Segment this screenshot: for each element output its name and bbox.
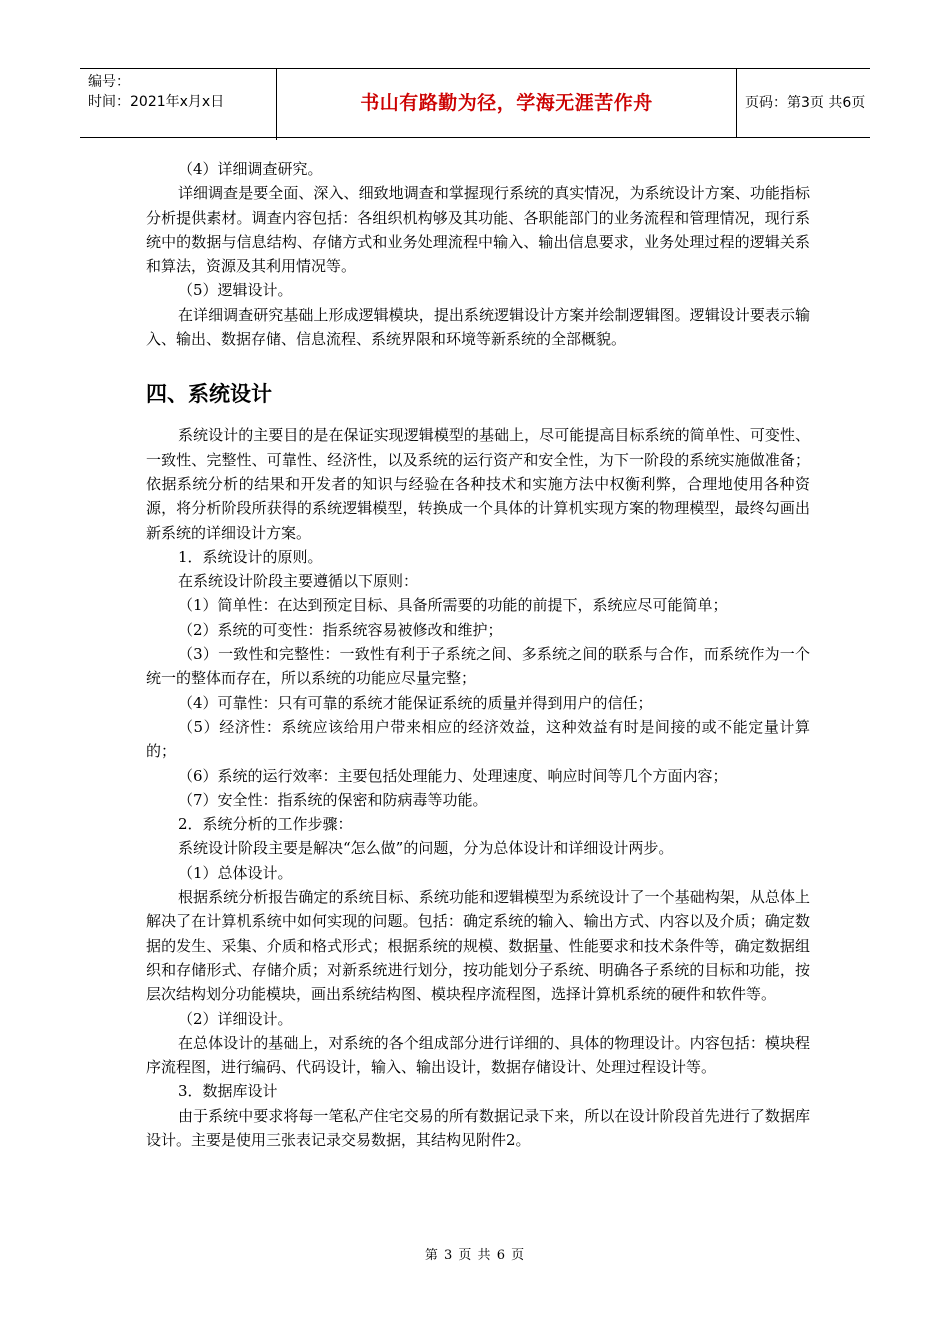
list-item: （5）经济性：系统应该给用户带来相应的经济效益，这种效益有时是间接的或不能定量计算的； [146, 717, 810, 761]
header-motto: 书山有路勤为径，学海无涯苦作舟 [277, 69, 737, 137]
section-title: 四、系统设计 [146, 382, 272, 407]
subsection-heading: 3．数据库设计 [178, 1082, 278, 1101]
paragraph: 由于系统中要求将每一笔私产住宅交易的所有数据记录下来，所以在设计阶段首先进行了数据库设计。主要是使用三张表记录交易数据，其结构见附件2。 [146, 1106, 810, 1149]
document-body [146, 157, 810, 1152]
page-footer: 第 3 页 共 6 页 [424, 1248, 526, 1263]
paragraph: 在系统设计阶段主要遵循以下原则： [178, 572, 419, 591]
paragraph: 在详细调查研究基础上形成逻辑模块，提出系统逻辑设计方案并绘制逻辑图。逻辑设计要表示输入、输出、数据存储、信息流程、系统界限和环境等新系统的全部概貌。 [146, 305, 810, 349]
header-number: 编号： [88, 74, 130, 90]
header-meta [80, 69, 277, 140]
page-header [80, 68, 870, 138]
paragraph: 根据系统分析报告确定的系统目标、系统功能和逻辑模型为系统设计了一个基础构架，从总体上解决了在计算机系统中如何实现的问题。包括：确定系统的输入、输出方式、内容以及介质；确定数据的发生、采集、介质和格式形式；根据系统的规模、数据量、性能要求和技术条件等，确定数据组织和存储形式、存储介质；对新系统进行划分，按功能划分子系统、明确各子系统的目标和功能，按层次结构划分功能模块，画出系统结构图、模块程序流程图，选择计算机系统的硬件和软件等。 [146, 888, 810, 1004]
subsection-heading: 2．系统分析的工作步骤： [178, 815, 353, 834]
list-item: （7）安全性：指系统的保密和防病毒等功能。 [178, 790, 488, 809]
header-page-info: 页码：第3页 共6页 [745, 95, 866, 111]
paragraph: 系统设计阶段主要是解决“怎么做”的问题，分为总体设计和详细设计两步。 [178, 839, 674, 858]
list-item: （3）一致性和完整性：一致性有利于子系统之间、多系统之间的联系与合作，而系统作为一个统一的整体而存在，所以系统的功能应尽量完整； [146, 645, 810, 688]
list-item: （4）可靠性：只有可靠的系统才能保证系统的质量并得到用户的信任； [178, 693, 653, 712]
item-heading: （1）总体设计。 [178, 863, 293, 882]
list-item: （2）系统的可变性：指系统容易被修改和维护； [178, 620, 503, 639]
paragraph: 系统设计的主要目的是在保证实现逻辑模型的基础上，尽可能提高目标系统的简单性、可变性、一致性、完整性、可靠性、经济性，以及系统的运行资产和安全性，为下一阶段的系统实施做准备；依据系统分析的结果和开发者的知识与经验在各种技术和实施方法中权衡利弊，合理地使用各种资源，将分析阶段所获得的系统逻辑模型，转换成一个具体的计算机实现方案的物理模型，最终勾画出新系统的详细设计方案。 [146, 426, 810, 542]
paragraph: 在总体设计的基础上，对系统的各个组成部分进行详细的、具体的物理设计。内容包括：模块程序流程图，进行编码、代码设计，输入、输出设计，数据存储设计、处理过程设计等。 [146, 1033, 810, 1077]
item-heading: （2）详细设计。 [178, 1009, 293, 1028]
list-item: （6）系统的运行效率：主要包括处理能力、处理速度、响应时间等几个方面内容； [178, 766, 728, 785]
item-heading: （5）逻辑设计。 [178, 281, 293, 300]
subsection-heading: 1．系统设计的原则。 [178, 547, 323, 566]
list-item: （1）简单性：在达到预定目标、具备所需要的功能的前提下，系统应尽可能简单； [178, 596, 728, 615]
paragraph: 详细调查是要全面、深入、细致地调查和掌握现行系统的真实情况，为系统设计方案、功能指标分析提供素材。调查内容包括：各组织机构够及其功能、各职能部门的业务流程和管理情况，现行系统中的数据与信息结构、存储方式和业务处理流程中输入、输出信息要求，业务处理过程的逻辑关系和算法，资源及其利用情况等。 [146, 184, 810, 276]
header-time: 时间：2021年x月x日 [88, 94, 225, 110]
item-heading: （4）详细调查研究。 [178, 160, 323, 178]
